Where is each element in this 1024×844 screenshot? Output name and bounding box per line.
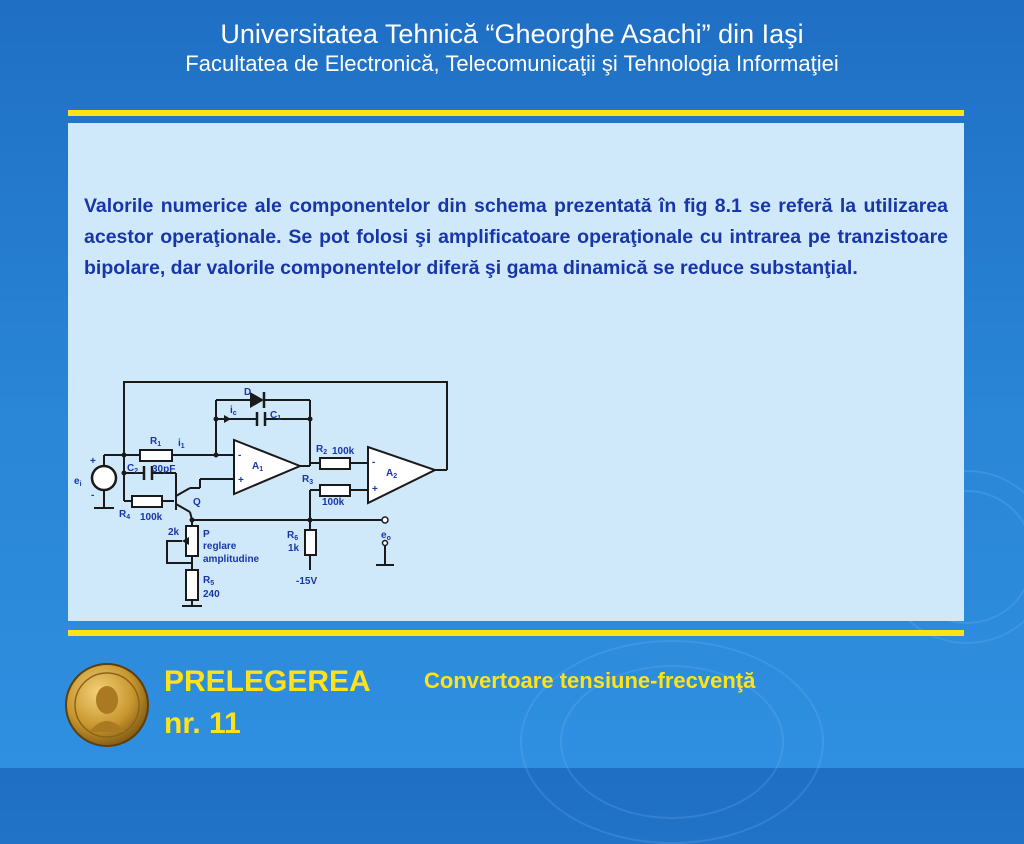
content-panel (68, 123, 964, 621)
ei-plus: + (90, 456, 96, 467)
value-r2: 100k (332, 446, 355, 457)
label-r4: $R_4$ (119, 509, 131, 521)
label-r2: $R_2$ (316, 444, 328, 456)
value-r6: 1k (288, 543, 300, 554)
university-medal-icon (64, 662, 150, 748)
label-ic: $i_c$ (230, 405, 237, 417)
value-r4: 100k (140, 512, 163, 523)
label-eo: $e_o$ (381, 530, 391, 542)
top-rule (68, 110, 964, 116)
bottom-rule (68, 630, 964, 636)
value-r3: 100k (322, 497, 345, 508)
ei-minus: - (91, 490, 95, 501)
label-c1: $C_1$ (270, 410, 282, 422)
lecture-subject: Convertoare tensiune-frecvenţă (424, 668, 756, 693)
university-title: Universitatea Tehnică “Gheorghe Asachi” din Iaşi (220, 19, 804, 49)
label-r1: $R_1$ (150, 436, 162, 448)
label-p: P (203, 529, 210, 540)
value-r5: 240 (203, 589, 220, 600)
label-a2: $A_2$ (386, 468, 398, 480)
label-ei: $e_i$ (74, 476, 82, 488)
a2-plus: + (372, 484, 378, 495)
label-c2: $C_2$ (127, 463, 139, 475)
a1-plus: + (238, 475, 244, 486)
body-paragraph: Valorile numerice ale componentelor din schema prezentată în fig 8.1 se referă la utilizarea acestor operaţionale. Se pot folosi şi amplificatoare operaţionale cu intrarea pe tranzistoare bipolare, dar valorile componentelor diferă şi gama dinamică se reduce substanţial. (84, 195, 948, 279)
label-vneg: -15V (296, 576, 318, 587)
faculty-subtitle: Facultatea de Electronică, Telecomunicaţii şi Tehnologia Informaţiei (185, 51, 839, 76)
value-p: 2k (168, 527, 180, 538)
label-r3: $R_3$ (302, 474, 314, 486)
value-c2: 30pF (152, 464, 176, 475)
lecture-number: nr. 11 (164, 707, 241, 740)
label-a1: $A_1$ (252, 461, 264, 473)
a2-minus: - (372, 457, 376, 468)
label-p-desc-1: reglare (203, 541, 237, 552)
a1-minus: - (238, 450, 242, 461)
lecture-title: PRELEGEREA (164, 665, 371, 698)
label-d: D (244, 387, 252, 398)
label-r6: $R_6$ (287, 530, 299, 542)
label-q: Q (193, 497, 201, 508)
label-r5: $R_5$ (203, 575, 215, 587)
label-p-desc-2: amplitudine (203, 554, 260, 565)
label-i1: $i_1$ (178, 438, 185, 450)
circuit-diagram (68, 373, 468, 621)
slide-header (0, 18, 1024, 78)
